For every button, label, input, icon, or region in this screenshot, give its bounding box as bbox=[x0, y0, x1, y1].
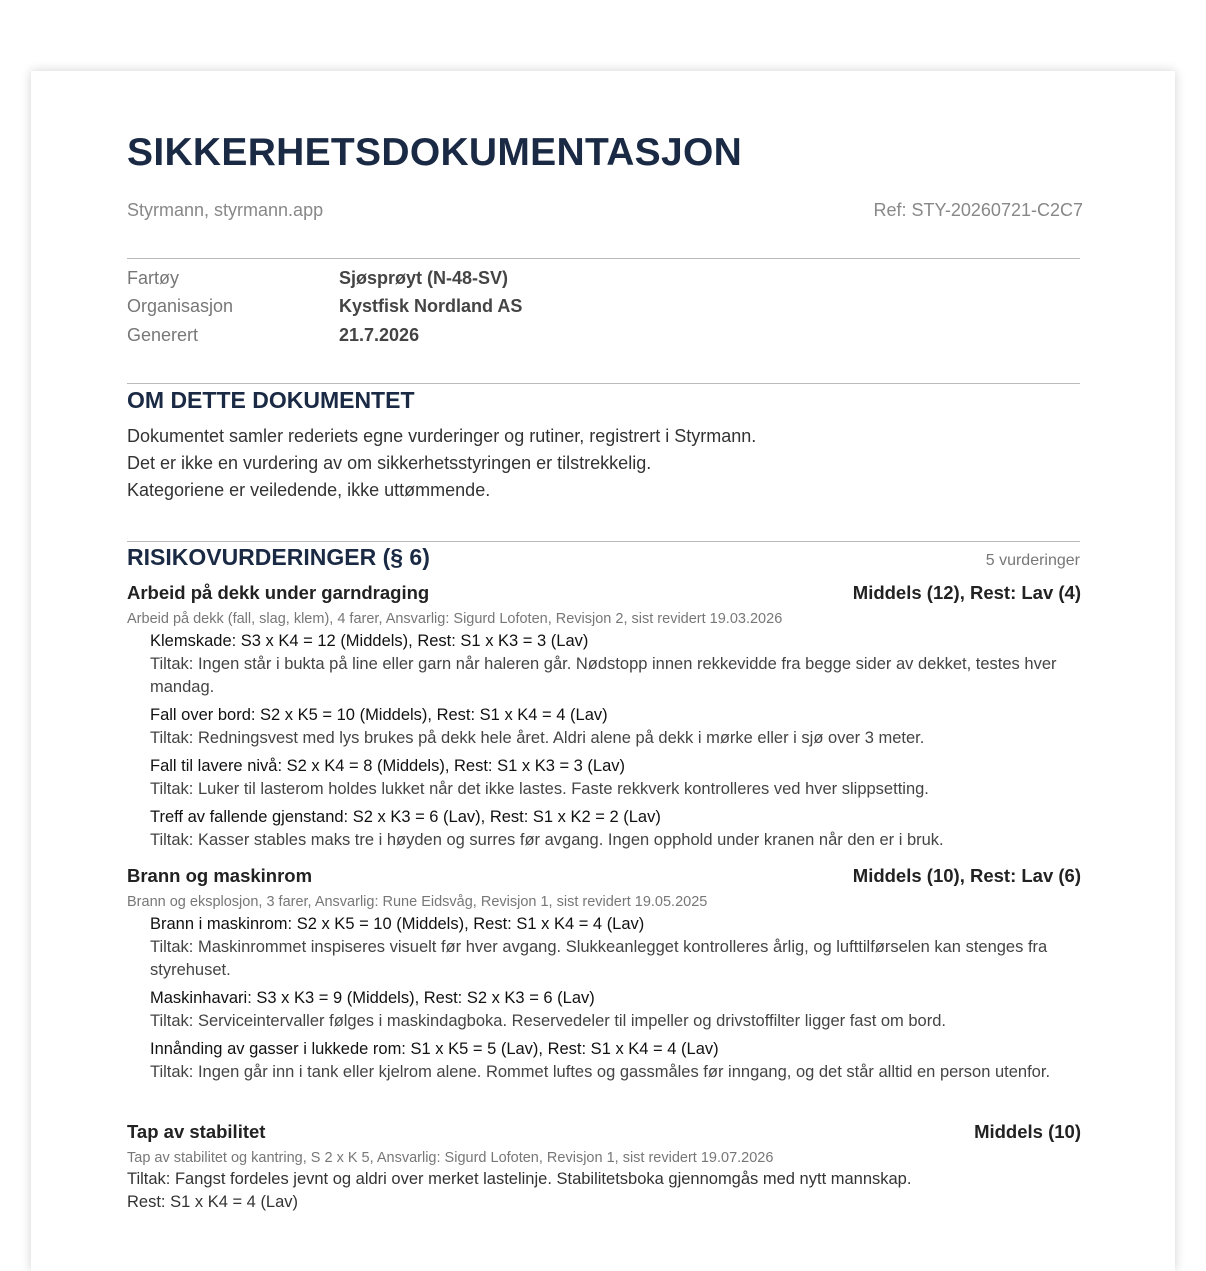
info-label: Fartøy bbox=[127, 267, 179, 288]
hazard-item bbox=[150, 630, 1081, 699]
about-line: Dokumentet samler rederiets egne vurderinger og rutiner, registrert i Styrmann. bbox=[127, 426, 757, 446]
hazard-item bbox=[150, 806, 1081, 852]
info-row-generated bbox=[127, 321, 522, 350]
risk-assessment bbox=[127, 1121, 1081, 1214]
info-value: Kystfisk Nordland AS bbox=[339, 296, 523, 317]
document-meta bbox=[127, 200, 1083, 221]
assessment-title: Arbeid på dekk under garndraging bbox=[127, 582, 430, 603]
assessment-header bbox=[127, 1121, 1081, 1143]
hazard-measure: Tiltak: Ingen står i bukta på line eller garn når haleren går. Nødstopp innen rekkevidde fra begge sider av dekket, testes hver mandag. bbox=[150, 655, 1057, 696]
risk-assessment bbox=[127, 582, 1081, 857]
hazard-measure: Tiltak: Kasser stables maks tre i høyden og surres før avgang. Ingen opphold under kranen når den er i bruk. bbox=[150, 831, 944, 849]
hazard-score: Innånding av gasser i lukkede rom: S1 x K5 = 5 (Lav), Rest: S1 x K4 = 4 (Lav) bbox=[150, 1040, 719, 1058]
risk-heading: RISIKOVURDERINGER (§ 6) bbox=[127, 544, 430, 570]
about-line: Kategoriene er veiledende, ikke uttømmende. bbox=[127, 480, 491, 500]
assessment-level: Middels (10) bbox=[974, 1121, 1081, 1142]
hazard-list bbox=[150, 913, 1081, 1084]
hazard-measure: Tiltak: Maskinrommet inspiseres visuelt før hver avgang. Slukkeanlegget kontrolleres årlig, og lufttilførselen kan stenges fra styrehuset. bbox=[150, 938, 1048, 979]
info-row-organisation bbox=[127, 293, 522, 322]
hazard-score: Brann i maskinrom: S2 x K5 = 10 (Middels), Rest: S1 x K4 = 4 (Lav) bbox=[150, 915, 645, 933]
hazard-score: Maskinhavari: S3 x K3 = 9 (Middels), Rest: S2 x K3 = 6 (Lav) bbox=[150, 989, 595, 1007]
assessment-subtitle: Tap av stabilitet og kantring, S 2 x K 5, Ansvarlig: Sigurd Lofoten, Revisjon 1, sist revidert 19.07.2026 bbox=[127, 1150, 774, 1166]
hazard-list bbox=[150, 630, 1081, 852]
info-label: Organisasjon bbox=[127, 296, 234, 317]
about-text bbox=[127, 423, 756, 504]
document-title: SIKKERHETSDOKUMENTASJON bbox=[127, 131, 743, 174]
hazard-item bbox=[150, 1038, 1081, 1084]
risk-section-header bbox=[127, 544, 1080, 571]
hazard-measure: Tiltak: Redningsvest med lys brukes på dekk hele året. Aldri alene på dekk i mørke eller i sjø over 3 meter. bbox=[150, 729, 925, 747]
document-ref: Ref: STY-20260721-C2C7 bbox=[873, 200, 1083, 220]
hazard-score: Klemskade: S3 x K4 = 12 (Middels), Rest: S1 x K3 = 3 (Lav) bbox=[150, 632, 589, 650]
risk-assessment bbox=[127, 865, 1081, 1089]
hazard-score: Fall til lavere nivå: S2 x K4 = 8 (Middels), Rest: S1 x K3 = 3 (Lav) bbox=[150, 757, 626, 775]
assessment-title: Brann og maskinrom bbox=[127, 865, 313, 886]
assessment-measure: Tiltak: Fangst fordeles jevnt og aldri over merket lastelinje. Stabilitetsboka gjennomgås med nytt mannskap. bbox=[127, 1170, 912, 1188]
about-line: Det er ikke en vurdering av om sikkerhetsstyringen er tilstrekkelig. bbox=[127, 453, 652, 473]
assessment-subtitle: Brann og eksplosjon, 3 farer, Ansvarlig: Rune Eidsvåg, Revisjon 1, sist revidert 19.05.2025 bbox=[127, 894, 708, 910]
info-row-vessel bbox=[127, 264, 522, 293]
hazard-score: Fall over bord: S2 x K5 = 10 (Middels), Rest: S1 x K4 = 4 (Lav) bbox=[150, 706, 608, 724]
hazard-measure: Tiltak: Ingen går inn i tank eller kjelrom alene. Rommet luftes og gassmåles før inngang, og det står alltid en person utenfor. bbox=[150, 1063, 1051, 1081]
hazard-measure: Tiltak: Serviceintervaller følges i maskindagboka. Reservedeler til impeller og drivstoffilter ligger fast om bord. bbox=[150, 1012, 946, 1030]
info-value: Sjøsprøyt (N-48-SV) bbox=[339, 267, 509, 288]
divider bbox=[127, 258, 1080, 259]
hazard-item bbox=[150, 704, 1081, 750]
hazard-item bbox=[150, 987, 1081, 1033]
hazard-measure: Tiltak: Luker til lasterom holdes lukket når det ikke lastes. Faste rekkverk kontrolleres ved hver slippsetting. bbox=[150, 780, 929, 798]
assessment-subtitle: Arbeid på dekk (fall, slag, klem), 4 farer, Ansvarlig: Sigurd Lofoten, Revisjon 2, sist revidert 19.03.2026 bbox=[127, 611, 783, 627]
document-source: Styrmann, styrmann.app bbox=[127, 200, 324, 220]
divider bbox=[127, 383, 1080, 384]
assessment-title: Tap av stabilitet bbox=[127, 1121, 266, 1142]
assessment-level: Middels (10), Rest: Lav (6) bbox=[852, 865, 1081, 886]
about-section-header bbox=[127, 387, 1080, 414]
assessment-residual: Rest: S1 x K4 = 4 (Lav) bbox=[127, 1193, 299, 1211]
hazard-item bbox=[150, 755, 1081, 801]
assessment-header bbox=[127, 582, 1081, 604]
hazard-item bbox=[150, 913, 1081, 982]
info-label: Generert bbox=[127, 324, 199, 345]
divider bbox=[127, 541, 1080, 542]
document-page bbox=[31, 71, 1175, 1271]
risk-count: 5 vurderinger bbox=[985, 552, 1080, 569]
info-table bbox=[127, 264, 522, 350]
assessment-header bbox=[127, 865, 1081, 887]
hazard-score: Treff av fallende gjenstand: S2 x K3 = 6 (Lav), Rest: S1 x K2 = 2 (Lav) bbox=[150, 808, 661, 826]
info-value: 21.7.2026 bbox=[339, 324, 420, 345]
assessment-level: Middels (12), Rest: Lav (4) bbox=[852, 582, 1081, 603]
about-heading: OM DETTE DOKUMENTET bbox=[127, 387, 415, 413]
